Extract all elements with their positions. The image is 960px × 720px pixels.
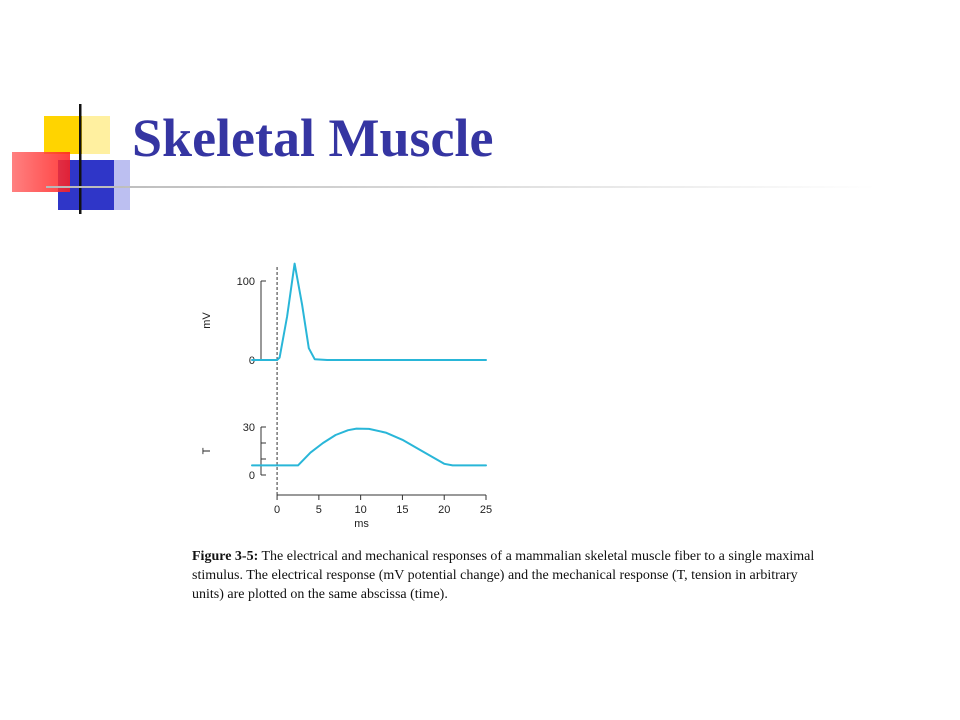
x-tick-label: 0 xyxy=(274,504,281,516)
action-potential-trace xyxy=(252,264,486,360)
title-rule xyxy=(46,186,876,188)
x-tick-label: 10 xyxy=(354,504,367,516)
x-tick-label: 5 xyxy=(315,504,322,516)
x-tick-label: 15 xyxy=(396,504,409,516)
caption-label: Figure 3-5: xyxy=(192,549,259,564)
mv-y-tick-label: 100 xyxy=(236,276,255,288)
deco-yellow-glow xyxy=(82,116,110,154)
deco-blue-glow xyxy=(114,160,130,210)
slide-title: Skeletal Muscle xyxy=(132,108,494,168)
t-y-tick-label: 0 xyxy=(248,470,255,482)
x-tick-label: 25 xyxy=(479,504,493,516)
figure xyxy=(190,245,510,535)
caption-text: The electrical and mechanical responses of a mammalian skeletal muscle fiber to a single maximal stimulus. The electrical response (mV potential change) and the mechanical response (T, tension in arbitrary units) are plotted on the same abscissa (time). xyxy=(192,549,815,602)
t-axis-label: T xyxy=(201,447,213,455)
figure-caption xyxy=(192,547,832,604)
deco-yellow-square xyxy=(44,116,82,154)
mv-axis-label: mV xyxy=(201,312,213,329)
deco-vertical-line xyxy=(79,104,82,214)
tension-trace xyxy=(252,429,486,466)
x-axis-label: ms xyxy=(354,518,369,530)
x-tick-label: 20 xyxy=(438,504,451,516)
muscle-response-chart xyxy=(190,245,510,535)
t-y-tick-label: 30 xyxy=(242,422,255,434)
mv-y-tick-label: 0 xyxy=(248,355,255,367)
